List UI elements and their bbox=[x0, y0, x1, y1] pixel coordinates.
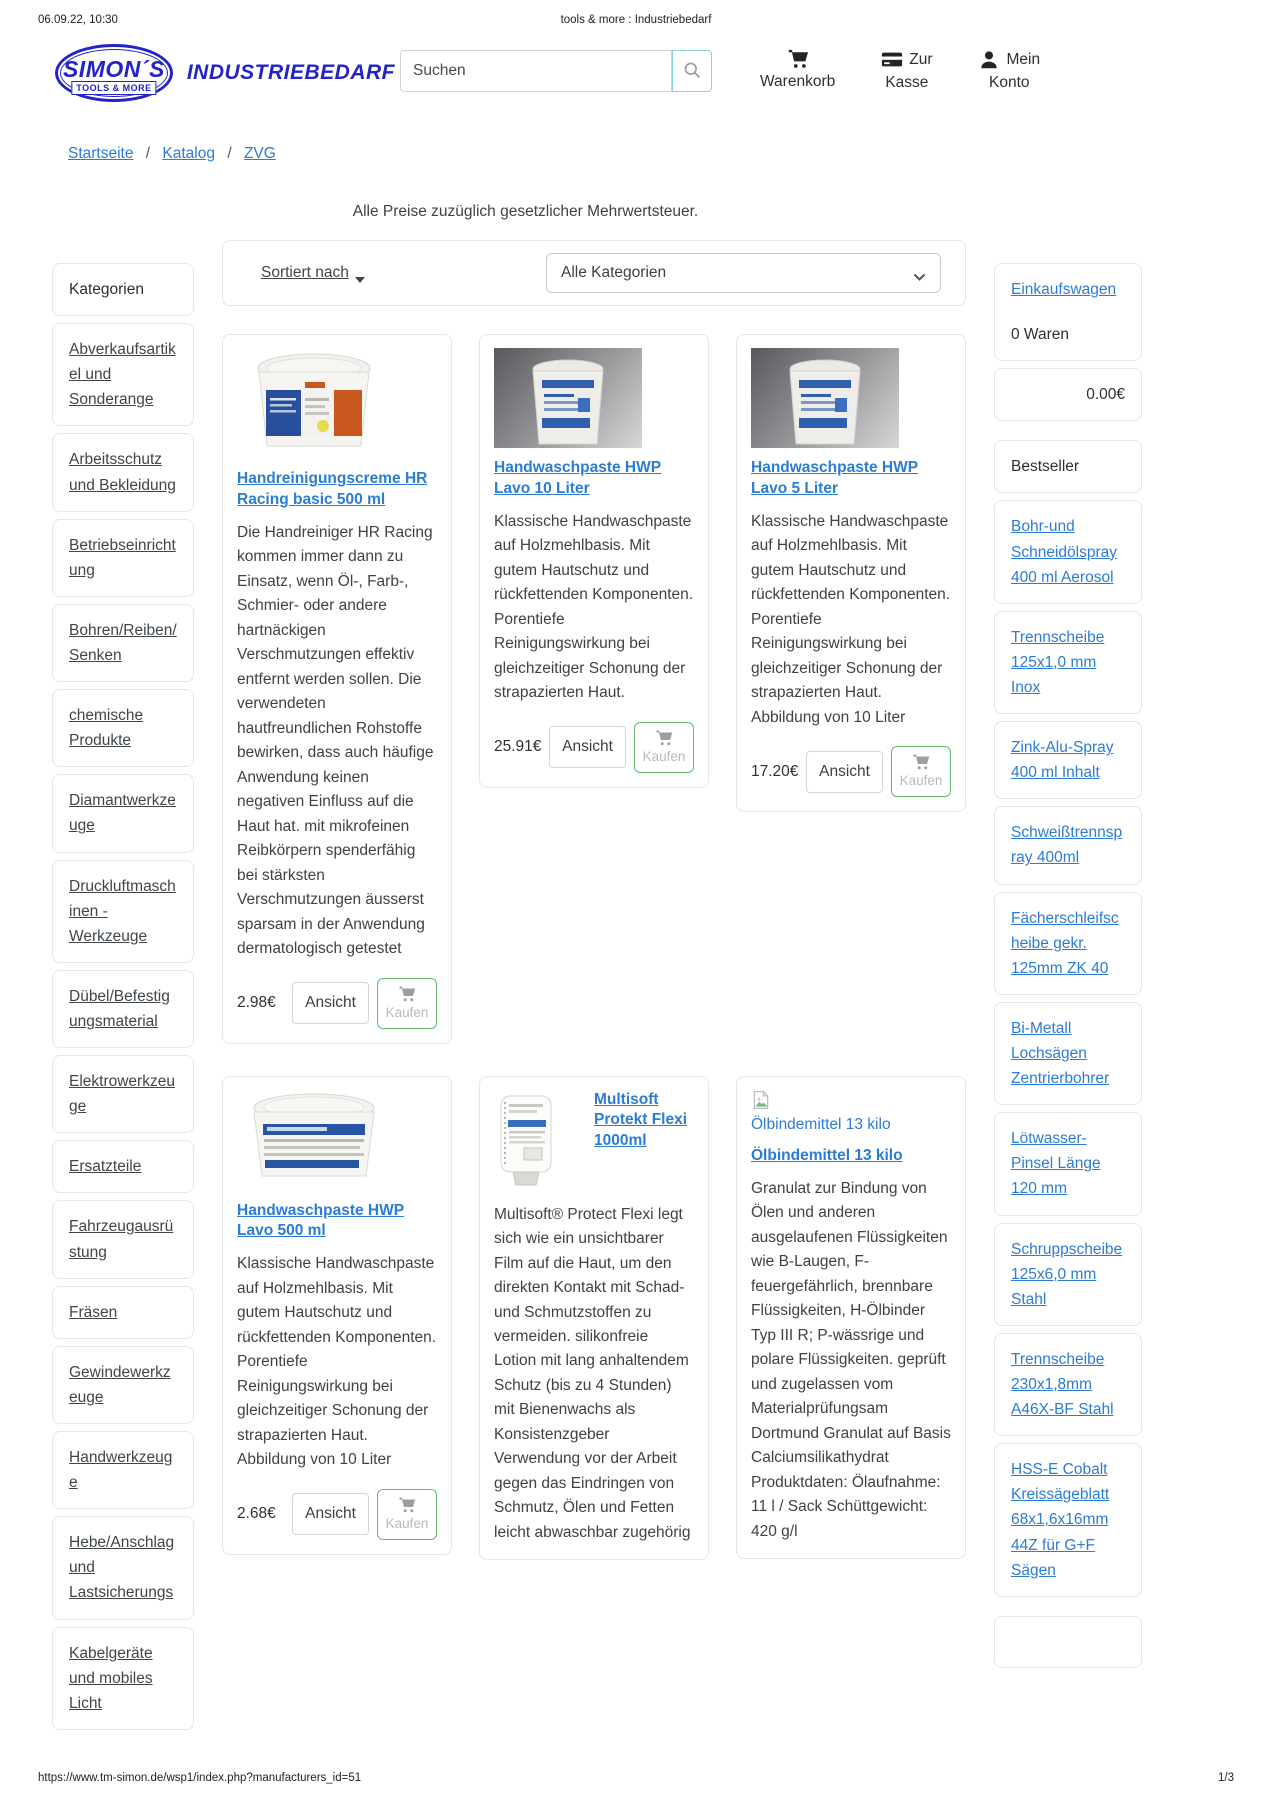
checkout-nav-label-1: Zur bbox=[909, 51, 933, 68]
sidebar-item-ersatzteile[interactable]: Ersatzteile bbox=[69, 1158, 142, 1176]
product-title-link[interactable]: Handwaschpaste HWP Lavo 5 Liter bbox=[751, 459, 919, 497]
cart-icon bbox=[911, 753, 931, 771]
breadcrumb-separator: / bbox=[227, 145, 232, 162]
product-image-oelbindemittel-broken[interactable] bbox=[751, 1090, 951, 1133]
kaufen-label: Kaufen bbox=[385, 1004, 429, 1020]
product-image-lavo-5l[interactable] bbox=[751, 348, 951, 448]
categories-title: Kategorien bbox=[52, 263, 194, 316]
kaufen-button[interactable] bbox=[891, 746, 951, 797]
product-description: Die Handreiniger HR Racing kommen immer dann zu Einsatz, wenn Öl-, Farb-, Schmier- oder andere hartnäckigen Verschmutzungen effektiv entfernt werden sollen. Die verwendeten hautfreundlichen Rohstoffe bewirken, dass auch häufige Anwendung keinen negativen Einfluss auf die Haut hat. mit mikrofeinen Reibkörpern spenderfähig bei stärksten Verschmutzungen äusserst sparsam in der Anwendung dermatologisch getestet bbox=[237, 523, 434, 958]
bestseller-item-trennscheibe-230[interactable]: Trennscheibe 230x1,8mm A46X-BF Stahl bbox=[1011, 1350, 1114, 1419]
print-footer bbox=[38, 1772, 1234, 1784]
breadcrumb bbox=[68, 145, 276, 163]
product-price: 2.68€ bbox=[237, 1505, 276, 1523]
product-title-link[interactable]: Ölbindemittel 13 kilo bbox=[751, 1146, 903, 1164]
account-nav-label-2: Konto bbox=[989, 74, 1030, 92]
chevron-down-icon bbox=[913, 269, 926, 278]
category-sidebar bbox=[52, 263, 194, 1737]
product-image-multisoft[interactable] bbox=[494, 1090, 594, 1193]
bestseller-item-faecherschleifscheibe[interactable]: Fächerschleifscheibe gekr. 125mm ZK 40 bbox=[1011, 909, 1119, 977]
product-title-link[interactable]: Handwaschpaste HWP Lavo 10 Liter bbox=[494, 459, 662, 497]
kaufen-button[interactable] bbox=[377, 978, 437, 1029]
search-bar bbox=[400, 50, 712, 92]
product-image-hr-racing[interactable] bbox=[237, 348, 437, 459]
category-filter-select[interactable] bbox=[546, 253, 941, 293]
sidebar-item-abverkaufsartikel[interactable]: Abverkaufsartikel und Sonderange bbox=[69, 341, 176, 409]
product-image-alt-text: Ölbindemittel 13 kilo bbox=[751, 1115, 891, 1133]
bestseller-item-schweisstrennspray[interactable]: Schweißtrennspray 400ml bbox=[1011, 824, 1123, 867]
toolbar bbox=[222, 240, 966, 306]
product-title-link[interactable]: Multisoft Protekt Flexi 1000ml bbox=[594, 1090, 688, 1150]
account-nav-label-1: Mein bbox=[1006, 51, 1041, 68]
product-card bbox=[479, 334, 709, 788]
kaufen-label: Kaufen bbox=[385, 1515, 429, 1531]
logo-brand: INDUSTRIEBEDARF bbox=[186, 61, 395, 84]
sort-by-link[interactable]: Sortiert nach bbox=[261, 264, 349, 281]
product-card bbox=[736, 1076, 966, 1559]
category-filter-value: Alle Kategorien bbox=[561, 264, 667, 281]
cart-icon bbox=[654, 729, 674, 747]
sidebar-item-diamantwerkzeuge[interactable]: Diamantwerkzeuge bbox=[69, 792, 176, 835]
caret-down-icon bbox=[355, 270, 365, 276]
price-row bbox=[751, 746, 951, 797]
print-datetime: 06.09.22, 10:30 bbox=[38, 14, 118, 26]
product-description: Klassische Handwaschpaste auf Holzmehlbasis. Mit gutem Hautschutz und rückfettenden Komponenten. Porentiefe Reinigungswirkung bei gleichzeitiger Schonung der strapazierten Haut. Abbildung von 10 Liter bbox=[751, 512, 951, 726]
search-button[interactable] bbox=[672, 50, 712, 92]
sidebar-item-arbeitsschutz[interactable]: Arbeitsschutz und Bekleidung bbox=[69, 451, 176, 494]
print-page-number: 1/3 bbox=[1218, 1772, 1234, 1784]
bestseller-item bbox=[994, 1616, 1142, 1668]
kaufen-button[interactable] bbox=[634, 722, 694, 773]
product-description: Klassische Handwaschpaste auf Holzmehlbasis. Mit gutem Hautschutz und rückfettenden Komponenten. Porentiefe Reinigungswirkung bei gleichzeitiger Schonung der strapazierten Haut. Abbildung von 10 Liter bbox=[237, 1255, 437, 1469]
print-title: tools & more : Industriebedarf bbox=[560, 14, 712, 26]
kaufen-label: Kaufen bbox=[899, 773, 943, 789]
breadcrumb-katalog[interactable]: Katalog bbox=[162, 145, 215, 162]
sidebar-item-elektrowerkzeuge[interactable]: Elektrowerkzeuge bbox=[69, 1073, 175, 1116]
print-url: https://www.tm-simon.de/wsp1/index.php?manufacturers_id=51 bbox=[38, 1772, 362, 1784]
product-card bbox=[222, 334, 452, 1044]
ansicht-button[interactable]: Ansicht bbox=[549, 726, 626, 768]
bestseller-item-zink-alu-spray[interactable]: Zink-Alu-Spray 400 ml Inhalt bbox=[1011, 739, 1114, 782]
broken-image-icon bbox=[751, 1090, 771, 1110]
product-description: Granulat zur Bindung von Ölen und anderen ausgelaufenen Flüssigkeiten wie B-Laugen, F-feuergefährlich, brennbare Flüssigkeiten, H-Ölbinder Typ III R; P-wässrige und polare Flüssigkeiten. geprüft und zugelassen vom Materialprüfungsam Dortmund Granulat auf Basis Calciumsilikathydrat Produktdaten: Ölaufnahme: 11 l / Sack Schüttgewicht: 420 g/l bbox=[751, 1179, 951, 1540]
product-image-lavo-500ml[interactable] bbox=[237, 1090, 437, 1191]
header-nav bbox=[760, 48, 1040, 95]
checkout-nav[interactable] bbox=[881, 48, 932, 95]
sidebar-item-fahrzeugausruestung[interactable]: Fahrzeugausrüstung bbox=[69, 1218, 174, 1261]
product-image-lavo-10l[interactable] bbox=[494, 348, 694, 448]
site-header bbox=[55, 44, 1040, 102]
logo-oval bbox=[55, 44, 173, 102]
sidebar-item-chemische-produkte[interactable]: chemische Produkte bbox=[69, 707, 144, 750]
checkout-nav-label-2: Kasse bbox=[885, 74, 929, 92]
sidebar-item-handwerkzeuge[interactable]: Handwerkzeuge bbox=[69, 1448, 173, 1492]
breadcrumb-zvg[interactable]: ZVG bbox=[243, 145, 276, 162]
product-price: 17.20€ bbox=[751, 762, 799, 780]
bestseller-item-trennscheibe-125[interactable]: Trennscheibe 125x1,0 mm Inox bbox=[1011, 628, 1105, 696]
search-icon bbox=[683, 61, 701, 82]
bestseller-item-schruppscheibe[interactable]: Schruppscheibe 125x6,0 mm Stahl bbox=[1011, 1240, 1123, 1308]
logo-tagline: TOOLS & MORE bbox=[71, 81, 156, 95]
cart-link[interactable]: Einkaufswagen bbox=[1011, 281, 1117, 298]
cart-icon bbox=[397, 1496, 417, 1514]
product-price: 2.98€ bbox=[237, 994, 276, 1012]
person-icon bbox=[978, 49, 1000, 71]
product-description: Klassische Handwaschpaste auf Holzmehlbasis. Mit gutem Hautschutz und rückfettenden Komponenten. Porentiefe Reinigungswirkung bei gleichzeitiger Schonung der strapazierten Haut. bbox=[494, 512, 694, 702]
search-input[interactable] bbox=[400, 50, 672, 92]
ansicht-button[interactable]: Ansicht bbox=[292, 982, 369, 1024]
product-card bbox=[479, 1076, 709, 1561]
logo[interactable] bbox=[55, 44, 395, 102]
bestseller-item-bimetall-lochsaegen[interactable]: Bi-Metall Lochsägen Zentrierbohrer bbox=[1011, 1019, 1110, 1088]
product-title-link[interactable]: Handreinigungscreme HR Racing basic 500 ml bbox=[237, 470, 428, 508]
print-meta bbox=[38, 14, 1234, 30]
cart-icon bbox=[787, 48, 809, 70]
sidebar-item-hebe-anschlag[interactable]: Hebe/Anschlag und Lastsicherungs bbox=[69, 1534, 175, 1602]
sidebar-item-duebel[interactable]: Dübel/Befestigungsmaterial bbox=[69, 987, 170, 1030]
sidebar-item-betriebseinrichtung[interactable]: Betriebseinrichtung bbox=[69, 536, 176, 579]
price-row bbox=[494, 722, 694, 773]
breadcrumb-startseite[interactable]: Startseite bbox=[68, 145, 134, 162]
sidebar-item-kabelgeraete[interactable]: Kabelgeräte und mobiles Licht bbox=[69, 1644, 153, 1712]
main-column bbox=[222, 240, 966, 1737]
cart-sidebar bbox=[994, 263, 1142, 1737]
logo-name: SIMON´S bbox=[62, 55, 165, 82]
sidebar-item-druckluftmaschinen[interactable]: Druckluftmaschinen - Werkzeuge bbox=[69, 877, 176, 945]
cart-icon bbox=[397, 985, 417, 1003]
price-row bbox=[237, 978, 437, 1029]
kaufen-button[interactable] bbox=[377, 1489, 437, 1540]
product-title-link[interactable]: Handwaschpaste HWP Lavo 500 ml bbox=[237, 1201, 405, 1240]
product-grid bbox=[222, 334, 966, 1560]
product-price: 25.91€ bbox=[494, 738, 542, 756]
content bbox=[52, 240, 1142, 1737]
cart-total: 0.00€ bbox=[994, 368, 1142, 421]
cart-count: 0 Waren bbox=[1011, 326, 1070, 344]
ansicht-button[interactable]: Ansicht bbox=[292, 1493, 369, 1535]
credit-card-icon bbox=[881, 49, 903, 71]
sidebar-item-gewindewerkzeuge[interactable]: Gewindewerkzeuge bbox=[69, 1363, 171, 1406]
bestseller-item-hss-e-kreissaegeblatt[interactable]: HSS-E Cobalt Kreissägeblatt 68x1,6x16mm 44Z für G+F Sägen bbox=[1011, 1461, 1110, 1579]
account-nav[interactable] bbox=[978, 48, 1040, 95]
product-card bbox=[222, 1076, 452, 1555]
cart-nav[interactable] bbox=[760, 48, 835, 95]
ansicht-button[interactable]: Ansicht bbox=[806, 751, 883, 793]
product-card bbox=[736, 334, 966, 812]
breadcrumb-separator: / bbox=[145, 145, 151, 162]
bestseller-item-loetwasser-pinsel[interactable]: Lötwasser-Pinsel Länge 120 mm bbox=[1011, 1130, 1101, 1198]
price-row bbox=[237, 1489, 437, 1540]
bestseller-item-bohr-schneidoelspray[interactable]: Bohr-und Schneidölspray 400 ml Aerosol bbox=[1011, 518, 1117, 586]
tax-notice: Alle Preise zuzüglich gesetzlicher Mehrwertsteuer. bbox=[352, 203, 699, 220]
sidebar-item-fraesen[interactable]: Fräsen bbox=[69, 1303, 118, 1321]
cart-nav-label: Warenkorb bbox=[760, 73, 836, 90]
product-description: Multisoft® Protect Flexi legt sich wie ein unsichtbarer Film auf die Haut, um den direkten Kontakt mit Schad- und Schmutzstoffen zu vermeiden. silikonfreie Lotion mit lang anhaltendem Schutz (bis zu 4 Stunden) mit Bienenwachs als Konsistenzgeber Verwendung vor der Arbeit gegen das Eindringen von Schmutz, Ölen und Fetten leicht abwaschbar zugehörig bbox=[494, 1205, 691, 1541]
sidebar-item-bohren[interactable]: Bohren/Reiben/Senken bbox=[69, 621, 177, 664]
bestseller-title: Bestseller bbox=[994, 440, 1142, 493]
kaufen-label: Kaufen bbox=[642, 748, 686, 764]
